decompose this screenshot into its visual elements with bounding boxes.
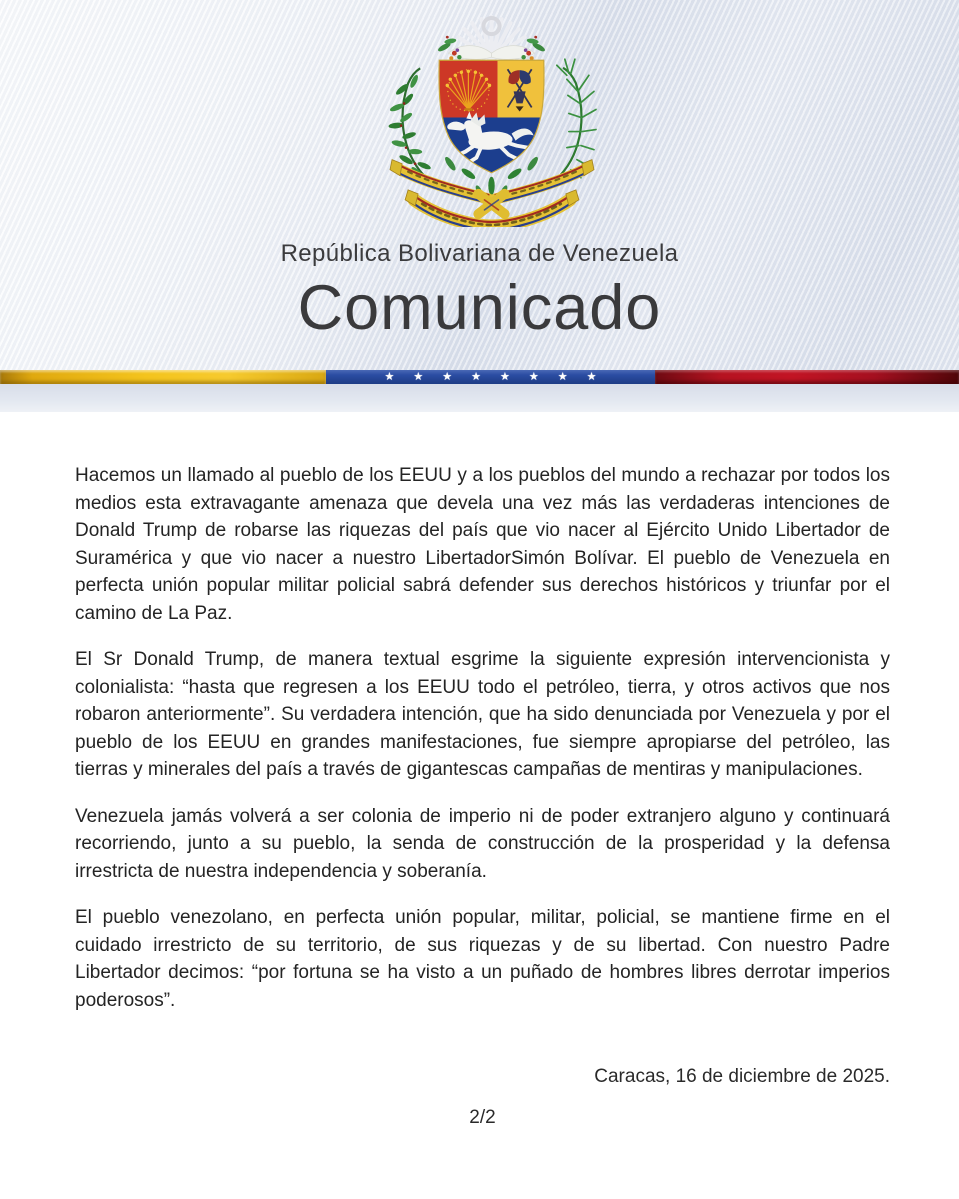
venezuela-coat-of-arms-icon: [384, 13, 600, 227]
body-paragraph-1: Hacemos un llamado al pueblo de los EEUU y a los pueblos del mundo a rechazar por todos los medios esta extravagante amenaza que devela una vez más las verdaderas intenciones de Donald Trump de robarse las riquezas del país que vio nacer al Ejército Unido Libertador de Suramérica y que vio nacer a nuestro LibertadorSimón Bolívar. El pueblo de Venezuela en perfecta unión popular militar policial sabrá defender sus derechos históricos y triunfar por el camino de La Paz.: [75, 465, 890, 624]
communique-body: [0, 412, 959, 1199]
flag-stars-icon: ★★★★★★★★: [384, 371, 616, 383]
body-paragraph-3: Venezuela jamás volverá a ser colonia de imperio ni de poder extranjero alguno y continuará recorriendo, junto a su pueblo, la senda de construcción de la prosperidad y la defensa irrestricta de nuestra independencia y soberanía.: [75, 805, 890, 882]
header-shadow-band: [0, 384, 959, 412]
flag-yellow-band: [0, 370, 326, 384]
dateline: Caracas, 16 de diciembre de 2025.: [594, 1066, 890, 1087]
document-title: Comunicado: [297, 273, 662, 343]
page-indicator: 2/2: [469, 1106, 496, 1128]
flag-blue-band: [326, 370, 655, 384]
flag-red-band: [655, 370, 959, 384]
flag-stripe: [0, 370, 959, 384]
letterhead: [0, 0, 959, 412]
shield-icon: [439, 60, 544, 174]
body-paragraph-2: El Sr Donald Trump, de manera textual esgrime la siguiente expresión intervencionista y colonialista: “hasta que regresen a los EEUU todo el petróleo, tierra, y otros activos que nos robaron anteriormente”. Su verdadera intención, que ha sido denunciada por Venezuela y por el pueblo de los EEUU en grandes manifestaciones, fue siempre apropiarse del petróleo, las tierras y minerales del país a través de gigantescas campañas de mentiras y manipulaciones.: [75, 649, 890, 780]
republic-name: República Bolivariana de Venezuela: [280, 240, 679, 267]
body-paragraph-4: El pueblo venezolano, en perfecta unión popular, militar, policial, se mantiene firme en el cuidado irrestricto de su territorio, de sus riquezas y de su libertad. Con nuestro Padre Libertador decimos: “por fortuna se ha visto a un puñado de hombres libres derrotar imperios poderosos”.: [75, 907, 890, 1011]
